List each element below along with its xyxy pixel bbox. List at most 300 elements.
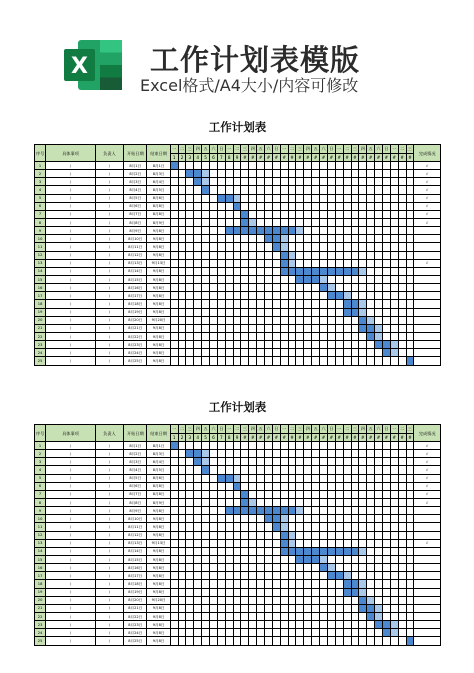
- status-cell[interactable]: √: [414, 458, 441, 466]
- end-date-cell[interactable]: 9月8日: [147, 564, 170, 572]
- start-date-cell[interactable]: 8月2日: [124, 450, 147, 458]
- item-cell[interactable]: /: [46, 523, 96, 531]
- end-date-cell[interactable]: 9月8日: [147, 604, 170, 612]
- status-cell[interactable]: [414, 621, 441, 629]
- owner-cell[interactable]: /: [95, 202, 123, 210]
- item-cell[interactable]: /: [46, 531, 96, 539]
- owner-cell[interactable]: /: [95, 194, 123, 202]
- status-cell[interactable]: [414, 564, 441, 572]
- end-date-cell[interactable]: 9月8日: [147, 357, 170, 365]
- gantt-day-cell: [343, 515, 351, 523]
- owner-cell[interactable]: /: [95, 349, 123, 357]
- end-date-cell[interactable]: 8月3日: [147, 450, 170, 458]
- start-date-cell[interactable]: 8月1日: [124, 162, 147, 170]
- end-date-cell[interactable]: 9月8日: [147, 547, 170, 555]
- start-date-cell[interactable]: 8月5日: [124, 194, 147, 202]
- end-date-cell[interactable]: 9月8日: [147, 308, 170, 316]
- status-cell[interactable]: [414, 637, 441, 645]
- owner-cell[interactable]: /: [95, 596, 123, 604]
- end-date-cell[interactable]: 9月8日: [147, 531, 170, 539]
- owner-cell[interactable]: /: [95, 162, 123, 170]
- item-cell[interactable]: /: [46, 308, 96, 316]
- item-cell[interactable]: /: [46, 466, 96, 474]
- status-cell[interactable]: [414, 523, 441, 531]
- gantt-day-cell: [351, 227, 359, 235]
- start-date-cell[interactable]: 8月23日: [124, 341, 147, 349]
- start-date-cell[interactable]: 8月14日: [124, 547, 147, 555]
- sub-title: Excel格式/A4大小/内容可修改: [140, 76, 359, 95]
- item-cell[interactable]: /: [46, 442, 96, 450]
- gantt-day-cell: [382, 458, 390, 466]
- item-cell[interactable]: /: [46, 450, 96, 458]
- end-date-cell[interactable]: 9月8日: [147, 275, 170, 283]
- start-date-cell[interactable]: 8月5日: [124, 474, 147, 482]
- owner-cell[interactable]: /: [95, 482, 123, 490]
- start-date-cell[interactable]: 8月2日: [124, 170, 147, 178]
- start-date-cell[interactable]: 8月24日: [124, 349, 147, 357]
- start-date-cell[interactable]: 8月20日: [124, 316, 147, 324]
- start-date-cell[interactable]: 8月16日: [124, 284, 147, 292]
- owner-cell[interactable]: /: [95, 243, 123, 251]
- owner-cell[interactable]: /: [95, 210, 123, 218]
- gantt-day-cell: [170, 474, 178, 482]
- start-date-cell[interactable]: 8月22日: [124, 332, 147, 340]
- table-row: [35, 547, 441, 555]
- owner-cell[interactable]: /: [95, 564, 123, 572]
- item-cell[interactable]: /: [46, 621, 96, 629]
- start-date-cell[interactable]: 8月19日: [124, 588, 147, 596]
- end-date-cell[interactable]: 9月8日: [147, 572, 170, 580]
- item-cell[interactable]: /: [46, 629, 96, 637]
- owner-cell[interactable]: /: [95, 531, 123, 539]
- owner-cell[interactable]: /: [95, 450, 123, 458]
- end-date-cell[interactable]: 8月4日: [147, 458, 170, 466]
- item-cell[interactable]: /: [46, 482, 96, 490]
- start-date-cell[interactable]: 8月13日: [124, 539, 147, 547]
- end-date-cell[interactable]: 9月8日: [147, 612, 170, 620]
- item-cell[interactable]: /: [46, 507, 96, 515]
- end-date-cell[interactable]: 8月8日: [147, 202, 170, 210]
- item-cell[interactable]: /: [46, 596, 96, 604]
- item-cell[interactable]: /: [46, 227, 96, 235]
- item-cell[interactable]: /: [46, 324, 96, 332]
- status-cell[interactable]: [414, 235, 441, 243]
- start-date-cell[interactable]: 8月9日: [124, 227, 147, 235]
- gantt-day-cell: [335, 580, 343, 588]
- end-date-cell[interactable]: 8月3日: [147, 170, 170, 178]
- owner-cell[interactable]: /: [95, 547, 123, 555]
- owner-cell[interactable]: /: [95, 474, 123, 482]
- owner-cell[interactable]: /: [95, 539, 123, 547]
- status-cell[interactable]: [414, 267, 441, 275]
- status-cell[interactable]: √: [414, 170, 441, 178]
- gantt-day-cell: [210, 442, 218, 450]
- status-cell[interactable]: √: [414, 210, 441, 218]
- end-date-cell[interactable]: 8月8日: [147, 210, 170, 218]
- item-cell[interactable]: /: [46, 588, 96, 596]
- end-date-cell[interactable]: 9月8日: [147, 523, 170, 531]
- item-cell[interactable]: /: [46, 349, 96, 357]
- item-cell[interactable]: /: [46, 564, 96, 572]
- item-cell[interactable]: /: [46, 474, 96, 482]
- gantt-day-cell: [367, 186, 375, 194]
- start-date-cell[interactable]: 8月25日: [124, 637, 147, 645]
- end-date-cell[interactable]: 9月8日: [147, 341, 170, 349]
- item-cell[interactable]: /: [46, 202, 96, 210]
- seq-cell: 5: [35, 194, 46, 202]
- status-cell[interactable]: [414, 324, 441, 332]
- status-cell[interactable]: √: [414, 202, 441, 210]
- owner-cell[interactable]: /: [95, 604, 123, 612]
- gantt-day-cell: [186, 275, 194, 283]
- status-cell[interactable]: [414, 507, 441, 515]
- item-cell[interactable]: /: [46, 251, 96, 259]
- end-date-cell[interactable]: 8月1日: [147, 442, 170, 450]
- status-cell[interactable]: [414, 547, 441, 555]
- gantt-day-cell: [320, 539, 328, 547]
- owner-cell[interactable]: /: [95, 507, 123, 515]
- status-cell[interactable]: [414, 596, 441, 604]
- status-cell[interactable]: √: [414, 186, 441, 194]
- end-date-cell[interactable]: 9月8日: [147, 588, 170, 596]
- owner-cell[interactable]: /: [95, 324, 123, 332]
- status-cell[interactable]: √: [414, 482, 441, 490]
- start-date-cell[interactable]: 8月18日: [124, 580, 147, 588]
- item-cell[interactable]: /: [46, 357, 96, 365]
- item-cell[interactable]: /: [46, 555, 96, 563]
- status-cell[interactable]: √: [414, 474, 441, 482]
- status-cell[interactable]: [414, 284, 441, 292]
- item-cell[interactable]: /: [46, 267, 96, 275]
- start-date-cell[interactable]: 8月17日: [124, 292, 147, 300]
- item-cell[interactable]: /: [46, 284, 96, 292]
- end-date-cell[interactable]: 9月13日: [147, 259, 170, 267]
- status-cell[interactable]: √: [414, 466, 441, 474]
- owner-cell[interactable]: /: [95, 580, 123, 588]
- end-date-cell[interactable]: 8月6日: [147, 474, 170, 482]
- gantt-day-cell: [382, 490, 390, 498]
- item-cell[interactable]: /: [46, 612, 96, 620]
- owner-cell[interactable]: /: [95, 442, 123, 450]
- status-cell[interactable]: √: [414, 259, 441, 267]
- gantt-day-cell: [390, 450, 398, 458]
- gantt-day-cell: [202, 324, 210, 332]
- end-date-cell[interactable]: 9月8日: [147, 555, 170, 563]
- start-date-cell[interactable]: 8月10日: [124, 235, 147, 243]
- gantt-day-cell: [170, 450, 178, 458]
- end-date-cell[interactable]: 9月8日: [147, 227, 170, 235]
- owner-cell[interactable]: /: [95, 458, 123, 466]
- owner-cell[interactable]: /: [95, 515, 123, 523]
- item-cell[interactable]: /: [46, 572, 96, 580]
- gantt-day-cell: [304, 324, 312, 332]
- start-date-cell[interactable]: 8月11日: [124, 243, 147, 251]
- gantt-day-cell: [343, 474, 351, 482]
- item-cell[interactable]: /: [46, 332, 96, 340]
- item-cell[interactable]: /: [46, 243, 96, 251]
- item-cell[interactable]: /: [46, 580, 96, 588]
- status-cell[interactable]: [414, 629, 441, 637]
- gantt-day-cell: [288, 621, 296, 629]
- owner-cell[interactable]: /: [95, 316, 123, 324]
- status-cell[interactable]: [414, 357, 441, 365]
- end-date-cell[interactable]: 8月1日: [147, 162, 170, 170]
- end-date-cell[interactable]: 9月8日: [147, 621, 170, 629]
- gantt-day-cell: [280, 466, 288, 474]
- status-cell[interactable]: √: [414, 490, 441, 498]
- start-date-cell[interactable]: 8月4日: [124, 466, 147, 474]
- gantt-day-cell: [304, 292, 312, 300]
- status-cell[interactable]: [414, 588, 441, 596]
- seq-cell: 6: [35, 202, 46, 210]
- gantt-day-cell: [320, 292, 328, 300]
- end-date-cell[interactable]: 9月8日: [147, 515, 170, 523]
- item-cell[interactable]: /: [46, 259, 96, 267]
- gantt-day-cell: [217, 596, 225, 604]
- end-date-cell[interactable]: 9月8日: [147, 251, 170, 259]
- start-date-cell[interactable]: 8月22日: [124, 612, 147, 620]
- owner-cell[interactable]: /: [95, 332, 123, 340]
- gantt-day-cell: [225, 442, 233, 450]
- owner-cell[interactable]: /: [95, 588, 123, 596]
- end-date-cell[interactable]: 9月8日: [147, 637, 170, 645]
- owner-cell[interactable]: /: [95, 267, 123, 275]
- start-date-cell[interactable]: 8月11日: [124, 523, 147, 531]
- status-cell[interactable]: [414, 300, 441, 308]
- end-date-cell[interactable]: 9月8日: [147, 292, 170, 300]
- owner-cell[interactable]: /: [95, 490, 123, 498]
- status-cell[interactable]: √: [414, 442, 441, 450]
- end-date-cell[interactable]: 9月8日: [147, 507, 170, 515]
- end-date-cell[interactable]: 9月8日: [147, 324, 170, 332]
- status-cell[interactable]: √: [414, 194, 441, 202]
- owner-cell[interactable]: /: [95, 637, 123, 645]
- status-cell[interactable]: [414, 580, 441, 588]
- status-cell[interactable]: [414, 555, 441, 563]
- item-cell[interactable]: /: [46, 547, 96, 555]
- end-date-cell[interactable]: 9月13日: [147, 539, 170, 547]
- end-date-cell[interactable]: 9月8日: [147, 580, 170, 588]
- gantt-day-cell: [327, 162, 335, 170]
- gantt-day-cell: [272, 300, 280, 308]
- end-date-cell[interactable]: 9月8日: [147, 349, 170, 357]
- owner-cell[interactable]: /: [95, 308, 123, 316]
- gantt-day-cell: [202, 267, 210, 275]
- status-cell[interactable]: [414, 612, 441, 620]
- owner-cell[interactable]: /: [95, 275, 123, 283]
- item-cell[interactable]: /: [46, 170, 96, 178]
- owner-cell[interactable]: /: [95, 357, 123, 365]
- gantt-day-cell: [390, 572, 398, 580]
- status-cell[interactable]: [414, 515, 441, 523]
- gantt-day-cell: [194, 523, 202, 531]
- start-date-cell[interactable]: 8月1日: [124, 442, 147, 450]
- gantt-day-cell: [249, 284, 257, 292]
- item-cell[interactable]: /: [46, 210, 96, 218]
- gantt-day-cell: [312, 547, 320, 555]
- owner-cell[interactable]: /: [95, 259, 123, 267]
- start-date-cell[interactable]: 8月13日: [124, 259, 147, 267]
- owner-cell[interactable]: /: [95, 251, 123, 259]
- end-date-cell[interactable]: 9月8日: [147, 300, 170, 308]
- item-cell[interactable]: /: [46, 194, 96, 202]
- owner-cell[interactable]: /: [95, 498, 123, 506]
- gantt-day-cell: [225, 596, 233, 604]
- status-cell[interactable]: [414, 243, 441, 251]
- item-cell[interactable]: /: [46, 292, 96, 300]
- gantt-day-cell: [249, 547, 257, 555]
- status-cell[interactable]: √: [414, 162, 441, 170]
- end-date-cell[interactable]: 8月5日: [147, 186, 170, 194]
- owner-cell[interactable]: /: [95, 629, 123, 637]
- owner-cell[interactable]: /: [95, 572, 123, 580]
- start-date-cell[interactable]: 8月20日: [124, 596, 147, 604]
- gantt-day-cell: [202, 332, 210, 340]
- end-date-cell[interactable]: 8月8日: [147, 490, 170, 498]
- status-cell[interactable]: [414, 332, 441, 340]
- start-date-cell[interactable]: 8月7日: [124, 490, 147, 498]
- start-date-cell[interactable]: 8月21日: [124, 604, 147, 612]
- item-cell[interactable]: /: [46, 316, 96, 324]
- start-date-cell[interactable]: 8月23日: [124, 621, 147, 629]
- end-date-cell[interactable]: 8月4日: [147, 178, 170, 186]
- gantt-day-cell: [375, 308, 383, 316]
- start-date-cell[interactable]: 8月4日: [124, 186, 147, 194]
- item-cell[interactable]: /: [46, 235, 96, 243]
- start-date-cell[interactable]: 8月17日: [124, 572, 147, 580]
- item-cell[interactable]: /: [46, 604, 96, 612]
- item-cell[interactable]: /: [46, 637, 96, 645]
- owner-cell[interactable]: /: [95, 178, 123, 186]
- owner-cell[interactable]: /: [95, 555, 123, 563]
- weekday-cell: 二: [234, 146, 240, 152]
- end-date-cell[interactable]: 8月9日: [147, 218, 170, 226]
- item-cell[interactable]: /: [46, 539, 96, 547]
- start-date-cell[interactable]: 8月16日: [124, 564, 147, 572]
- status-cell[interactable]: [414, 604, 441, 612]
- owner-cell[interactable]: /: [95, 466, 123, 474]
- status-cell[interactable]: √: [414, 218, 441, 226]
- table-row: [35, 474, 441, 482]
- end-date-cell[interactable]: 8月9日: [147, 498, 170, 506]
- status-cell[interactable]: [414, 572, 441, 580]
- start-date-cell[interactable]: 8月14日: [124, 267, 147, 275]
- end-date-cell[interactable]: 9月8日: [147, 235, 170, 243]
- gantt-day-cell: [320, 466, 328, 474]
- status-cell[interactable]: √: [414, 450, 441, 458]
- end-date-cell[interactable]: 9月8日: [147, 284, 170, 292]
- owner-cell[interactable]: /: [95, 523, 123, 531]
- owner-cell[interactable]: /: [95, 218, 123, 226]
- item-cell[interactable]: /: [46, 458, 96, 466]
- end-date-cell[interactable]: 9月8日: [147, 267, 170, 275]
- owner-cell[interactable]: /: [95, 284, 123, 292]
- gantt-day-cell: [375, 292, 383, 300]
- start-date-cell[interactable]: 8月8日: [124, 498, 147, 506]
- gantt-day-cell: [233, 332, 241, 340]
- item-cell[interactable]: /: [46, 186, 96, 194]
- item-cell[interactable]: /: [46, 275, 96, 283]
- start-date-cell[interactable]: 8月25日: [124, 357, 147, 365]
- owner-cell[interactable]: /: [95, 612, 123, 620]
- start-date-cell[interactable]: 8月10日: [124, 515, 147, 523]
- end-date-cell[interactable]: 8月5日: [147, 466, 170, 474]
- table-row: [35, 523, 441, 531]
- owner-cell[interactable]: /: [95, 292, 123, 300]
- start-date-cell[interactable]: 8月15日: [124, 555, 147, 563]
- start-date-cell[interactable]: 8月3日: [124, 458, 147, 466]
- end-date-cell[interactable]: 9月20日: [147, 316, 170, 324]
- status-cell[interactable]: [414, 531, 441, 539]
- status-cell[interactable]: [414, 316, 441, 324]
- owner-cell[interactable]: /: [95, 170, 123, 178]
- start-date-cell[interactable]: 8月8日: [124, 218, 147, 226]
- gantt-day-cell: [304, 564, 312, 572]
- end-date-cell[interactable]: 9月8日: [147, 629, 170, 637]
- start-date-cell[interactable]: 8月24日: [124, 629, 147, 637]
- start-date-cell[interactable]: 8月12日: [124, 531, 147, 539]
- owner-cell[interactable]: /: [95, 341, 123, 349]
- status-cell[interactable]: [414, 349, 441, 357]
- item-cell[interactable]: /: [46, 498, 96, 506]
- end-date-cell[interactable]: 8月8日: [147, 482, 170, 490]
- gantt-day-cell: [233, 162, 241, 170]
- start-date-cell[interactable]: 8月6日: [124, 482, 147, 490]
- item-cell[interactable]: /: [46, 341, 96, 349]
- owner-cell[interactable]: /: [95, 227, 123, 235]
- status-cell[interactable]: [414, 341, 441, 349]
- end-date-cell[interactable]: 9月8日: [147, 243, 170, 251]
- start-date-cell[interactable]: 8月19日: [124, 308, 147, 316]
- item-cell[interactable]: /: [46, 178, 96, 186]
- start-date-cell[interactable]: 8月15日: [124, 275, 147, 283]
- owner-cell[interactable]: /: [95, 235, 123, 243]
- start-date-cell[interactable]: 8月21日: [124, 324, 147, 332]
- owner-cell[interactable]: /: [95, 621, 123, 629]
- end-date-cell[interactable]: 9月20日: [147, 596, 170, 604]
- status-cell[interactable]: √: [414, 498, 441, 506]
- owner-cell[interactable]: /: [95, 300, 123, 308]
- status-cell[interactable]: √: [414, 178, 441, 186]
- gantt-day-cell: [390, 637, 398, 645]
- status-cell[interactable]: [414, 251, 441, 259]
- start-date-cell[interactable]: 8月18日: [124, 300, 147, 308]
- status-cell[interactable]: [414, 227, 441, 235]
- start-date-cell[interactable]: 8月9日: [124, 507, 147, 515]
- gantt-day-cell: [335, 308, 343, 316]
- end-date-cell[interactable]: 9月8日: [147, 332, 170, 340]
- start-date-cell[interactable]: 8月6日: [124, 202, 147, 210]
- status-cell[interactable]: [414, 292, 441, 300]
- owner-cell[interactable]: /: [95, 186, 123, 194]
- status-cell[interactable]: √: [414, 539, 441, 547]
- status-cell[interactable]: [414, 275, 441, 283]
- gantt-day-cell: [202, 564, 210, 572]
- start-date-cell[interactable]: 8月3日: [124, 178, 147, 186]
- item-cell[interactable]: /: [46, 300, 96, 308]
- item-cell[interactable]: /: [46, 218, 96, 226]
- gantt-day-cell: [217, 178, 225, 186]
- start-date-cell[interactable]: 8月7日: [124, 210, 147, 218]
- gantt-day-cell: [194, 357, 202, 365]
- start-date-cell[interactable]: 8月12日: [124, 251, 147, 259]
- item-cell[interactable]: /: [46, 515, 96, 523]
- gantt-day-cell: [217, 357, 225, 365]
- item-cell[interactable]: /: [46, 162, 96, 170]
- item-cell[interactable]: /: [46, 490, 96, 498]
- status-cell[interactable]: [414, 308, 441, 316]
- end-date-cell[interactable]: 8月6日: [147, 194, 170, 202]
